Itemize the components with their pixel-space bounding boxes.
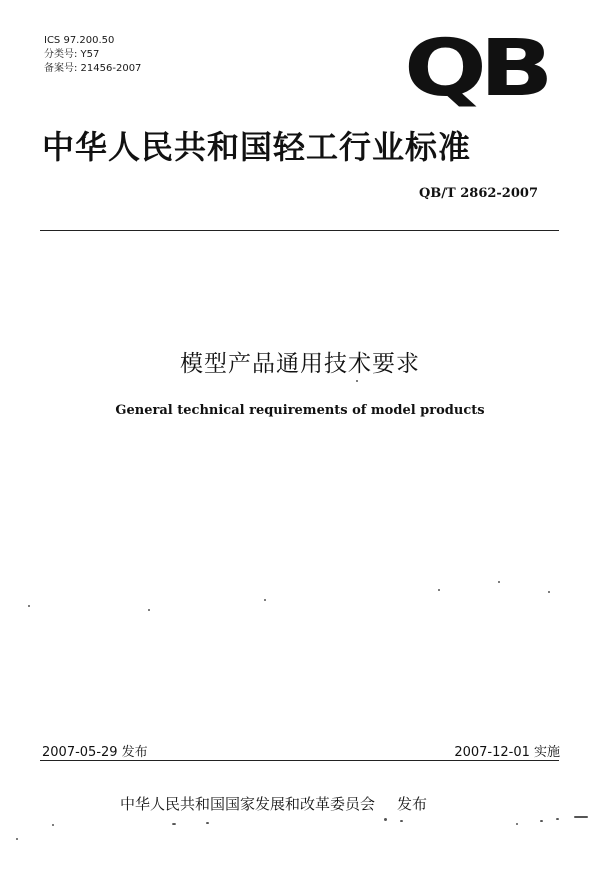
scan-speck xyxy=(516,823,518,825)
ics-code: ICS 97.200.50 xyxy=(44,35,115,46)
scan-speck xyxy=(28,605,30,607)
scan-speck xyxy=(264,599,266,601)
qb-logo: QB xyxy=(404,24,547,114)
standard-title: 中华人民共和国轻工行业标准 xyxy=(42,128,472,166)
scan-speck xyxy=(548,591,550,593)
scan-speck xyxy=(172,823,176,825)
document-title-cn: 模型产品通用技术要求 xyxy=(180,351,420,377)
scan-speck xyxy=(148,609,150,611)
scan-speck xyxy=(498,581,500,583)
scan-speck xyxy=(384,818,387,821)
top-divider xyxy=(40,230,559,231)
scan-speck xyxy=(206,822,209,824)
header-metadata xyxy=(44,34,141,76)
classification-code: 分类号: Y57 xyxy=(44,49,100,60)
issuer-name: 中华人民共和国国家发展和改革委员会 xyxy=(120,795,376,813)
scan-speck xyxy=(540,820,543,822)
document-title-en: General technical requirements of model products xyxy=(115,403,485,418)
scan-speck xyxy=(574,816,588,818)
scan-speck xyxy=(400,820,403,822)
scan-speck xyxy=(52,824,54,826)
scan-speck xyxy=(356,380,358,382)
scan-speck xyxy=(438,589,440,591)
implementation-date: 2007-12-01 实施 xyxy=(454,745,560,760)
publish-date: 2007-05-29 发布 xyxy=(42,745,148,760)
bottom-divider xyxy=(40,760,559,761)
standard-number: QB/T 2862-2007 xyxy=(418,186,538,201)
scan-speck xyxy=(556,818,559,820)
issuer-action: 发布 xyxy=(397,795,428,813)
record-number: 备案号: 21456-2007 xyxy=(44,63,142,74)
scan-speck xyxy=(16,838,18,840)
issuer-line xyxy=(120,793,427,814)
